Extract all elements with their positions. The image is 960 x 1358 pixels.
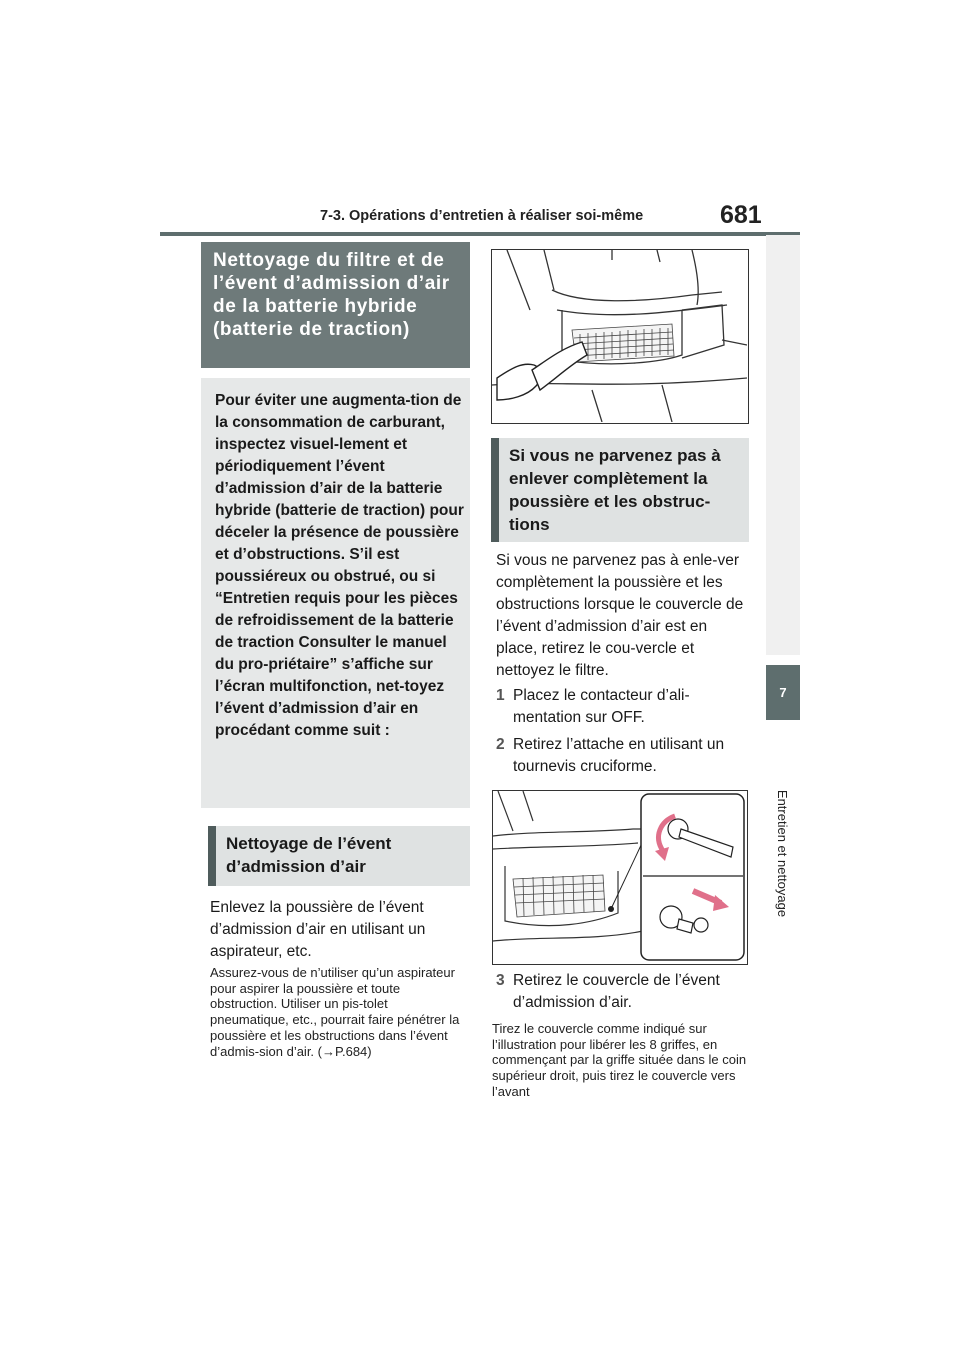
- chapter-title: Entretien et nettoyage: [775, 789, 791, 917]
- step-number: 1: [496, 687, 505, 704]
- step-number: 3: [496, 972, 505, 989]
- section-title: 7-3. Opérations d’entretien à réaliser soi-même: [320, 208, 644, 224]
- main-heading: Nettoyage du filtre et de l’évent d’admission d’air de la batterie hybride (batterie de traction): [201, 242, 470, 368]
- header-rule: [160, 232, 800, 236]
- step-text: Retirez le couvercle de l’évent d’admission d’air.: [513, 972, 720, 1011]
- step-2: [496, 734, 751, 778]
- vacuum-drawing-icon: [492, 250, 747, 422]
- page-number: 681: [720, 201, 762, 229]
- step-3: [496, 970, 751, 1014]
- chapter-number-tab: 7: [766, 665, 800, 720]
- intro-text: Pour éviter une augmenta-tion de la consommation de carburant, inspectez visuel-lement et périodiquement l’évent d’admission d’air de la batterie hybride (batterie de traction) pour déceler la présence de poussière et d’obstructions. S’il est poussiéreux ou obstrué, ou si “Entretien requis pour les pièces de refroidissement de la batterie de traction Consulter le manuel du pro-priétaire” s’affiche sur l’écran multifonction, net-toyez l’évent d’admission d’air en procédant comme suit :: [215, 392, 464, 739]
- chapter-title-tab: [766, 733, 800, 973]
- step-text: Placez le contacteur d’ali-mentation sur OFF.: [513, 687, 690, 726]
- clip-removal-illustration: [492, 790, 748, 965]
- step-1: [496, 685, 751, 729]
- section1-note: Assurez-vous de n’utiliser qu’un aspirateur pour aspirer la poussière et toute obstruction. Utiliser un pis-tolet pneumatique, etc., pourrait faire pénétrer la poussière et les obstructions dans l’évent d’admis-sion d’air. (→P.684): [210, 965, 460, 1059]
- section2-note: Tirez le couvercle comme indiqué sur l’illustration pour libérer les 8 griffes, en commençant par la griffe située dans le coin supérieur droit, puis tirez le couvercle vers l’avant: [492, 1021, 747, 1099]
- section2-heading: Si vous ne parvenez pas à enlever complètement la poussière et les obstruc-tions: [491, 438, 749, 542]
- section1-heading: Nettoyage de l’évent d’admission d’air: [208, 826, 470, 886]
- section2-body: Si vous ne parvenez pas à enle-ver complètement la poussière et les obstructions lorsque le couvercle de l’évent d’admission d’air est en place, retirez le cou-vercle et nettoyez le filtre.: [496, 552, 744, 679]
- step-text: Retirez l’attache en utilisant un tournevis cruciforme.: [513, 736, 725, 775]
- section1-body: Enlevez la poussière de l’évent d’admission d’air en utilisant un aspirateur, etc.: [210, 899, 426, 960]
- step-number: 2: [496, 736, 505, 753]
- clip-removal-drawing-icon: [493, 791, 746, 963]
- vacuum-illustration: [491, 249, 749, 424]
- side-tab-strip: [766, 235, 800, 655]
